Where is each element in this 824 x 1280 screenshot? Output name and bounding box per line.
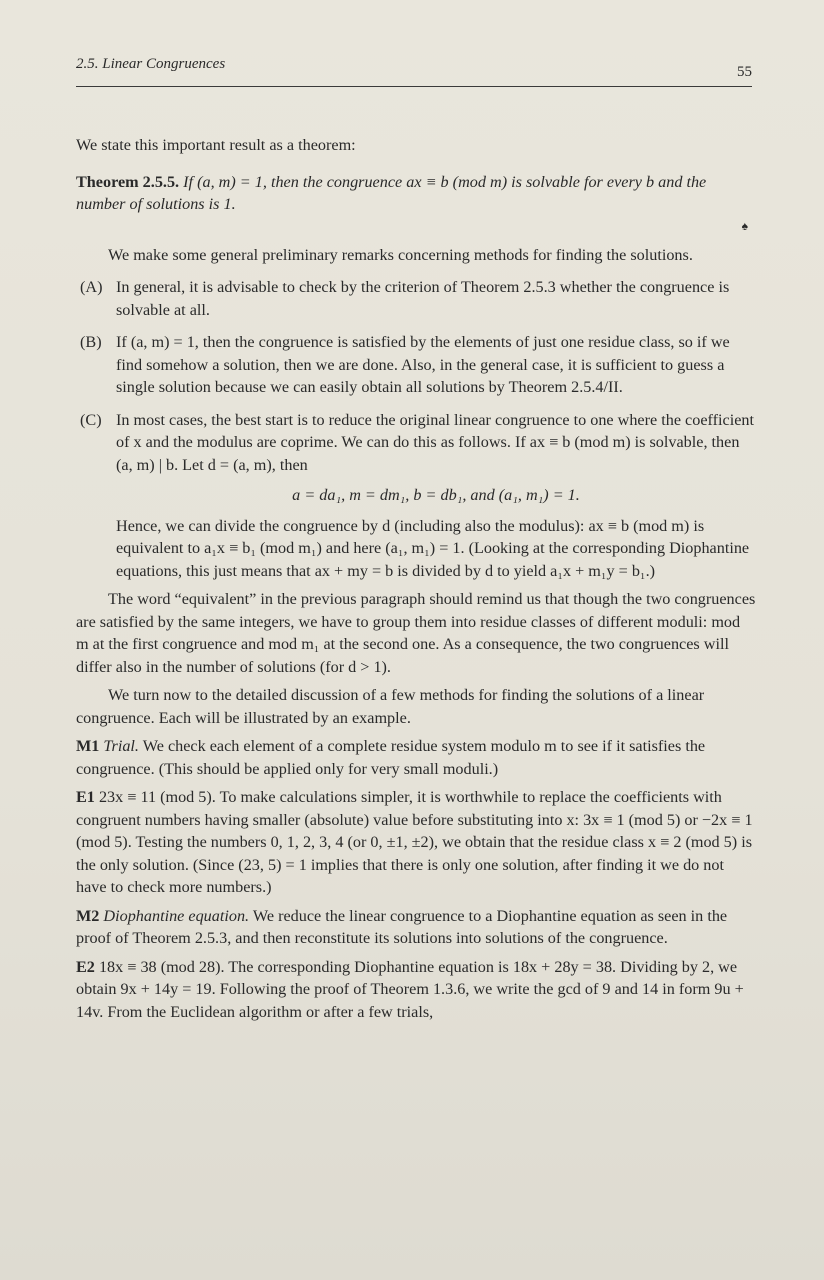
remark-text: In general, it is advisable to check by the criterion of Theorem 2.5.3 whether the congruence is solvable at all. — [116, 278, 730, 319]
paragraph-equivalent: The word “equivalent” in the previous paragraph should remind us that though the two congruences are satisfied by the same integers, we have to group them into residue classes of different moduli: mod m at the first congruence and mod m₁ at the second one. As a consequence, the two congruences will differ also in the number of solutions (for d > 1). — [76, 590, 756, 676]
paragraph-methods: We turn now to the detailed discussion of a few methods for finding the solutions of a linear congruence. Each will be illustrated by an example. — [76, 686, 705, 727]
theorem-statement: If (a, m) = 1, then the congruence ax ≡ b (mod m) is solvable for every b and the number of solutions is 1. — [76, 172, 707, 213]
method-name: Diophantine equation. — [103, 906, 250, 925]
example-text: 18x ≡ 38 (mod 28). The corresponding Diophantine equation is 18x + 28y = 38. Dividing by 2, we obtain 9x + 14y = 19. Following the proof of Theorem 1.3.6, we write the gcd of 9 and 14 in form 9u + 14v. From the Euclidean algorithm or after a few trials, — [76, 957, 744, 1021]
page-number: 55 — [737, 64, 752, 80]
method-m2 — [76, 905, 756, 950]
intro-sentence: We state this important result as a theorem: — [76, 136, 356, 154]
running-header — [76, 52, 752, 87]
page-body — [76, 134, 756, 1023]
remark-a — [76, 276, 756, 321]
remark-label: (A) — [80, 278, 103, 296]
remark-label: (B) — [80, 333, 102, 351]
example-e2 — [76, 956, 756, 1024]
theorem-label: Theorem 2.5.5. — [76, 172, 180, 191]
method-name: Trial. — [103, 737, 139, 755]
remark-text: In most cases, the best start is to reduce the original linear congruence to one where the coefficient of x and the modulus are coprime. We can do this as follows. If ax ≡ b (mod m) is solvable, then (a, m) | b. Let d = (a, m), then — [116, 410, 754, 474]
remark-label: (C) — [80, 410, 102, 429]
method-text: We reduce the linear congruence to a Diophantine equation as seen in the proof of Theorem 2.5.3, and then reconstitute its solutions into solutions of the congruence. — [76, 906, 728, 947]
method-m1 — [76, 735, 756, 780]
display-equation: a = da₁, m = dm₁, b = db₁, and (a₁, m₁) = 1. — [292, 486, 580, 504]
end-of-theorem-mark: ♠ — [741, 218, 748, 233]
remark-text: If (a, m) = 1, then the congruence is satisfied by the elements of just one residue class, so if we find somehow a solution, then we are done. Also, in the general case, it is sufficient to guess a single solution because we can easily obtain all solutions by Theorem 2.5.4/II. — [116, 333, 730, 396]
example-label: E2 — [76, 957, 95, 976]
remark-c — [76, 409, 756, 583]
method-label: M1 — [76, 737, 100, 755]
section-title: 2.5. Linear Congruences — [76, 56, 226, 72]
remark-b — [76, 331, 756, 399]
method-label: M2 — [76, 906, 100, 925]
example-text: 23x ≡ 11 (mod 5). To make calculations simpler, it is worthwhile to replace the coefficients with congruent numbers having smaller (absolute) value before substituting into x: 3x ≡ 1 (mod 5) or −2x ≡ 1 (mod 5). Testing the numbers 0, 1, 2, 3, 4 (or 0, ±1, ±2), we obtain that the residue class x ≡ 2 (mod 5) is the only solution. (Since (23, 5) = 1 implies that there is only one solution, after finding it we do not have to check more numbers.) — [76, 788, 753, 896]
example-label: E1 — [76, 788, 95, 806]
theorem-2-5-5 — [76, 171, 756, 216]
remarks-intro: We make some general preliminary remarks concerning methods for finding the solutions. — [108, 245, 693, 264]
example-e1 — [76, 786, 756, 899]
remark-c-continuation: Hence, we can divide the congruence by d (including also the modulus): ax ≡ b (mod m) is equivalent to a₁x ≡ b₁ (mod m₁) and here (a₁, m₁) = 1. (Looking at the corresponding Diophantine equations, this just means that ax + my = b is divided by d to yield a₁x + m₁y = b₁.) — [116, 516, 750, 580]
method-text: We check each element of a complete residue system modulo m to see if it satisfies the congruence. (This should be applied only for very small moduli.) — [76, 737, 706, 778]
